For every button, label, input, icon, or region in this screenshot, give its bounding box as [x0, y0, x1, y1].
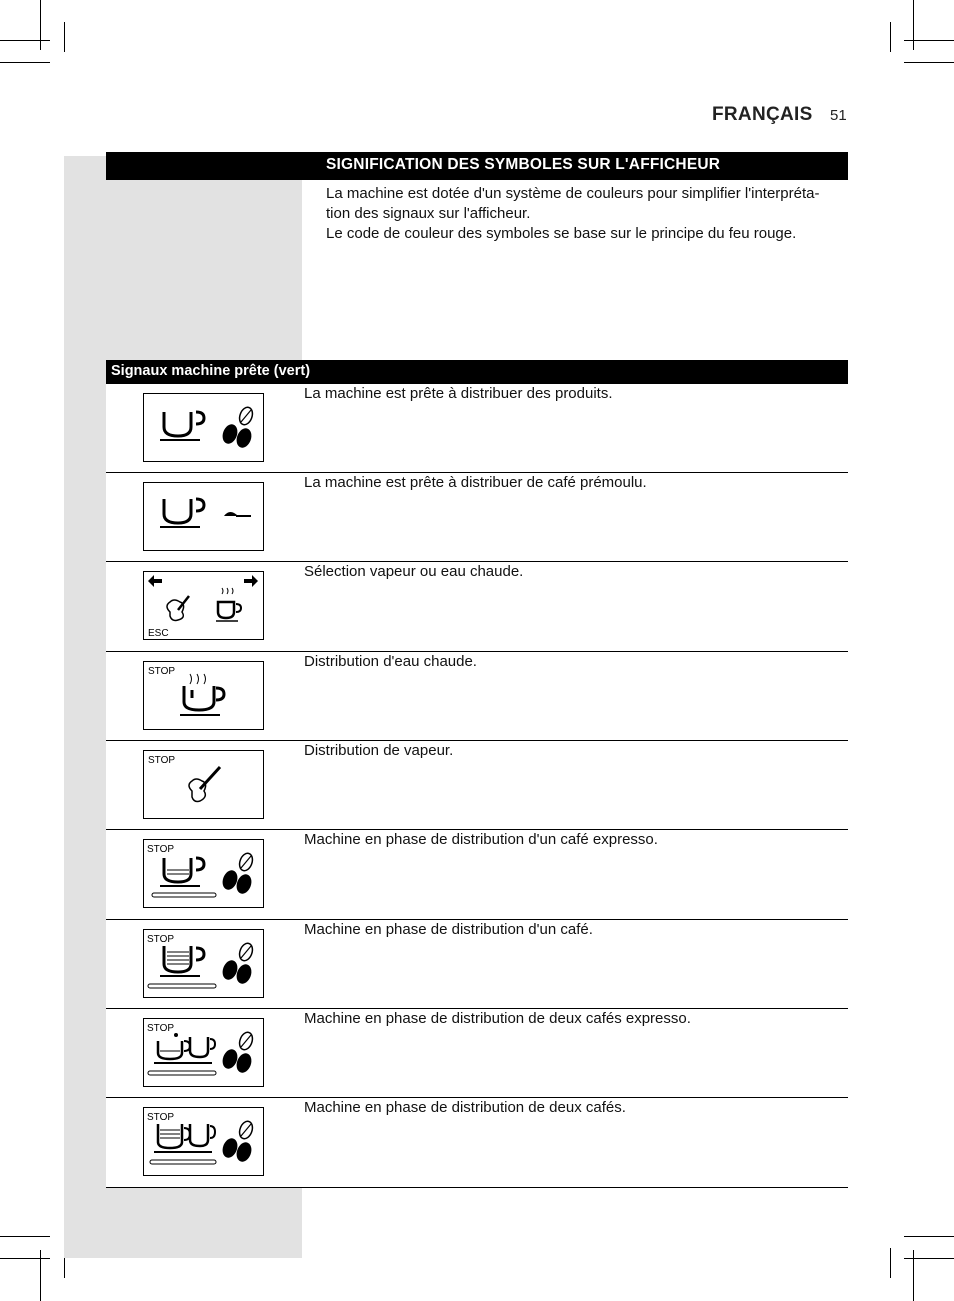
two-espressos-dispensing-display-icon [143, 1018, 264, 1087]
intro-text [326, 184, 848, 244]
cup-and-beans-display-icon [143, 393, 264, 462]
two-coffees-dispensing-display-icon [143, 1107, 264, 1176]
hot-water-dispensing-display-icon [143, 661, 264, 730]
symbol-description: Sélection vapeur ou eau chaude. [304, 563, 524, 580]
symbol-description: Distribution d'eau chaude. [304, 653, 477, 670]
intro-line: tion des signaux sur l'afficheur. [326, 205, 531, 222]
stop-label: STOP [148, 666, 176, 677]
symbol-row [106, 652, 848, 741]
stop-label: STOP [147, 1023, 175, 1034]
symbol-description: La machine est prête à distribuer des produits. [304, 385, 613, 402]
language-header: FRANÇAIS [712, 104, 813, 125]
symbol-description: La machine est prête à distribuer de café prémoulu. [304, 474, 647, 491]
cup-and-scoop-display-icon [143, 482, 264, 551]
page-title: SIGNIFICATION DES SYMBOLES SUR L'AFFICHEUR [326, 156, 721, 173]
steam-dispensing-display-icon [143, 750, 264, 819]
symbol-description: Machine en phase de distribution d'un café. [304, 921, 593, 938]
symbol-row [106, 562, 848, 652]
coffee-dispensing-display-icon [143, 929, 264, 998]
symbol-row [106, 1098, 848, 1188]
symbol-row [106, 830, 848, 920]
symbol-description: Distribution de vapeur. [304, 742, 454, 759]
stop-label: STOP [148, 755, 176, 766]
symbol-row [106, 1009, 848, 1098]
symbol-row [106, 741, 848, 830]
steam-or-hot-water-display-icon [143, 571, 264, 640]
symbol-row [106, 384, 848, 473]
symbol-description: Machine en phase de distribution d'un café expresso. [304, 831, 658, 848]
symbol-description: Machine en phase de distribution de deux cafés expresso. [304, 1010, 691, 1027]
intro-line: Le code de couleur des symboles se base sur le principe du feu rouge. [326, 225, 797, 242]
stop-label: STOP [147, 1112, 175, 1123]
section-title: Signaux machine prête (vert) [111, 363, 311, 379]
symbol-description: Machine en phase de distribution de deux cafés. [304, 1099, 626, 1116]
intro-line: La machine est dotée d'un système de couleurs pour simplifier l'interpréta- [326, 185, 820, 202]
symbol-row [106, 920, 848, 1009]
espresso-dispensing-display-icon [143, 839, 264, 908]
stop-label: STOP [147, 844, 175, 855]
stop-label: STOP [147, 934, 175, 945]
esc-label: ESC [148, 628, 169, 639]
page-number: 51 [830, 107, 847, 124]
symbol-row [106, 473, 848, 562]
